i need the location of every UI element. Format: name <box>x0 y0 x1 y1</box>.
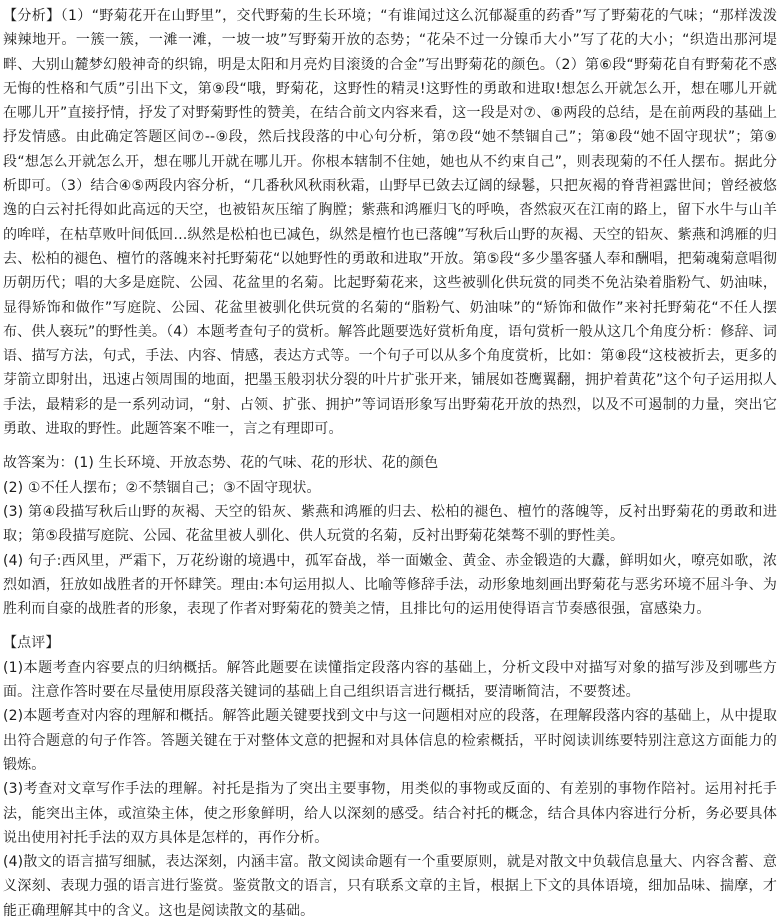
section-gap <box>3 621 777 631</box>
comment-tag: 【点评】 <box>3 635 60 652</box>
answer-title: 故答案为：(1) 生长环境、开放态势、花的气味、花的形状、花的颜色 <box>3 455 439 472</box>
analysis-text: （1）“野菊花开在山野里”，交代野菊的生长环境；“有谁闻过这么沉郁凝重的药香”写了野菊花的气味；“那样泼泼辣辣地开。一簇一簇，一滩一滩，一坡一坡”写野菊开放的态势；“花朵不过一分镍币大小”写了花的大小；“织造出那河堤畔、大别山麓梦幻般神奇的织锦，明是太阳和月亮灼目滚烫的合金”写出野菊花的颜色。（2）第⑥段“野菊花自有野菊花不惑无悔的性格和气质”引出下文，第⑨段“哦，野菊花，这野性的精灵!这野性的勇敢和进取!想怎么开就怎么开，想在哪儿开就在哪儿开”直接抒情，抒发了对野菊野性的赞美，在结合前文内容来看，这一段是对⑦、⑧两段的总结，是在前两段的基础上抒发情感。由此确定答题区间⑦--⑨段，然后找段落的中心句分析，第⑦段“她不禁锢自己”；第⑧段“她不固守现状”；第⑨段“想怎么开就怎么开，想在哪儿开就在哪儿开。你根本辖制不住她，她也从不约束自己”，则表现菊的不任人摆布。据此分析即可。（3）结合④⑤两段内容分析，“几番秋风秋雨秋霜，山野早已敛去辽阔的绿鬈，只把灰褐的脊背袒露世间；曾经被悠逸的白云衬托得如此高远的天空，也被铅灰压缩了胸膛；紫燕和鸿雁归飞的呼唤，沓然寂灭在江南的路上，留下水牛与山羊的哞咩，在枯草败叶间低回…纵然是松柏也已减色，纵然是檀竹也已落魄”写秋后山野的灰褐、天空的铅灰、紫燕和鸿雁的归去、松柏的褪色、檀竹的落魄来衬托野菊花“以她野性的勇敢和进取”开放。第⑤段“多少墨客骚人奉和酬唱，把菊魂菊意唱彻历朝历代；唱的大多是庭院、公园、花盆里的名菊。比起野菊花来，这些被驯化供玩赏的同类不免沾染着脂粉气、奶油味，显得矫饰和做作”写庭院、公园、花盆里被驯化供玩赏的名菊的“脂粉气、奶油味”的“矫饰和做作”来衬托野菊花“不任人摆布、供人亵玩”的野性美。（4）本题考查句子的赏析。解答此题要选好赏析角度，语句赏析一般从这几个角度分析：修辞、词语、描写方法，句式，手法、内容、情感，表达方式等。一个句子可以从多个角度赏析，比如：第⑧段“这枝被折去，更多的芽箭立即射出，迅速占领周围的地面，把墨玉般羽状分裂的叶片扩张开来，铺展如苍鹰翼翻，拥护着黄花”这个句子运用拟人手法，最精彩的是一系列动词，“射、占领、扩张、拥护”等词语形象写出野菊花开放的热烈，以及不可遏制的力量，突出它勇敢、进取的野性。此题答案不唯一，言之有理即可。 <box>3 8 777 438</box>
comment-section <box>3 631 777 923</box>
comment-item: (4)散文的语言描写细腻，表达深刻，内涵丰富。散文阅读命题有一个重要原则，就是对散文中负载信息量大、内容含蓄、意义深刻、表现力强的语言进行鉴赏。鉴赏散文的语言，只有联系文章的主旨，根据上下文的具体语境，细加品味、揣摩，才能正确理解其中的含义。这也是阅读散文的基础。 <box>3 854 777 919</box>
analysis-paragraph <box>3 4 777 441</box>
analysis-tag: 【分析】 <box>3 8 61 24</box>
comment-item: (3)考查对文章写作手法的理解。衬托是指为了突出主要事物，用类似的事物或反面的、有差别的事物作陪衬。运用衬托手法，能突出主体，或渲染主体，使之形象鲜明，给人以深刻的感受。结合衬托的概念，结合具体内容进行分析，务必要具体说出使用衬托手法的双方具体是怎样的，再作分析。 <box>3 781 777 846</box>
answer-item: (3) 第④段描写秋后山野的灰褐、天空的铅灰、紫燕和鸿雁的归去、松柏的褪色、檀竹的落魄等，反衬出野菊花的勇敢和进取；第⑤段描写庭院、公园、花盆里被人驯化、供人玩赏的名菊，反衬出野菊花桀骜不驯的野性美。 <box>3 503 777 545</box>
answer-item: (4) 句子:西风里，严霜下，万花纷谢的境遇中，孤军奋战，举一面嫩金、黄金、赤金锻造的大纛，鲜明如火，嘹亮如歌，浓烈如酒，狂放如战胜者的开怀肆笑。理由:本句运用拟人、比喻等修辞手法，动形象地刻画出野菊花与恶劣环境不屈斗争、为胜利而自豪的战胜者的形象，表现了作者对野菊花的赞美之情，且排比句的运用使得语言节奏感很强，富感染力。 <box>3 552 777 618</box>
section-gap <box>3 441 777 451</box>
analysis-section <box>3 4 777 441</box>
comment-item: (2)本题考查对内容的理解和概括。解答此题关键要找到文中与这一问题相对应的段落，在理解段落内容的基础上，从中提取出符合题意的句子作答。答题关键在于对整体文意的把握和对具体信息的检索概括，平时阅读训练要特别注意这方面能力的锻炼。 <box>3 708 777 773</box>
comment-item: (1)本题考查内容要点的归纳概括。解答此题要在读懂指定段落内容的基础上，分析文段中对描写对象的描写涉及到哪些方面。注意作答时要在尽量使用原段落关键词的基础上自己组织语言进行概括，要清晰简洁，不要赘述。 <box>3 659 777 701</box>
answer-section <box>3 451 777 621</box>
answer-item: (2) ①不任人摆布；②不禁锢自己；③不固守现状。 <box>3 479 321 496</box>
